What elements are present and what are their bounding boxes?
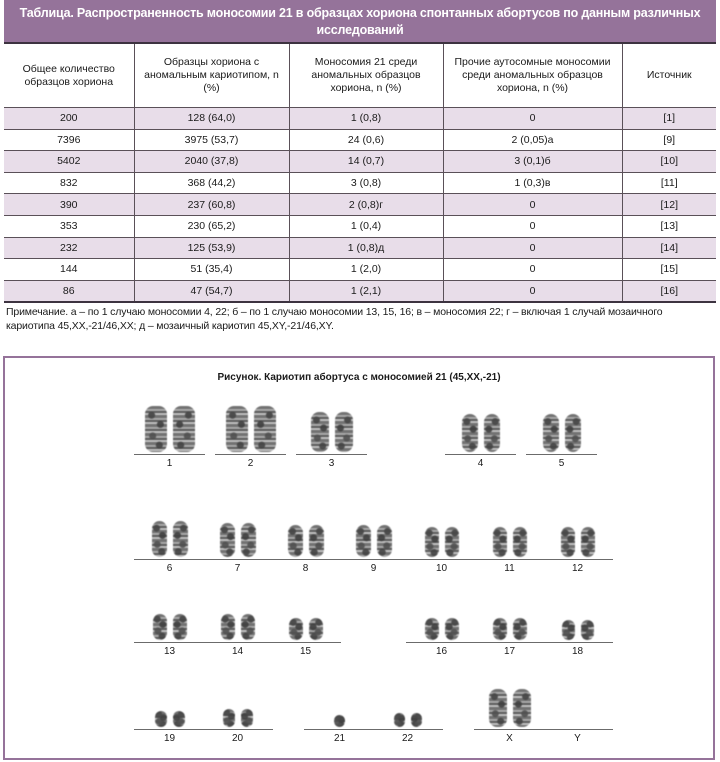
cell-other-monosomies: 1 (0,3)в [443, 172, 622, 194]
chromosome-baseline [202, 729, 273, 730]
chromosome-baseline [474, 729, 545, 730]
chromosome-label: 14 [231, 646, 244, 657]
table-row [4, 108, 716, 130]
chromosome-label: 13 [163, 646, 176, 657]
chromosome-label: 6 [166, 563, 173, 574]
chromosome-baseline [134, 642, 205, 643]
header-abnormal-karyotype: Образцы хориона с аномальным кариотипом, n (%) [134, 44, 289, 108]
chromosome-label: 7 [234, 563, 241, 574]
chromosome-images [304, 673, 375, 744]
chromosome-baseline [202, 642, 273, 643]
chromosome-images [202, 673, 273, 744]
chromosome-image [562, 620, 575, 640]
cell-source: [9] [622, 129, 716, 151]
chromosome-pair [542, 673, 613, 744]
chromosome-image [489, 689, 507, 727]
cell-total-samples: 5402 [4, 151, 134, 173]
chromosome-label: 9 [370, 563, 377, 574]
chromosome-baseline [526, 454, 597, 455]
chromosome-pair [372, 673, 443, 744]
cell-total-samples: 200 [4, 108, 134, 130]
chromosome-image [411, 713, 422, 727]
chromosome-images [542, 586, 613, 657]
chromosome-pair [134, 398, 205, 469]
chromosome-baseline [338, 559, 409, 560]
cell-source: [11] [622, 172, 716, 194]
chromosome-pair [445, 398, 516, 469]
chromosome-image [289, 618, 303, 640]
table-row [4, 129, 716, 151]
cell-abnormal-karyotype: 368 (44,2) [134, 172, 289, 194]
chromosome-image [223, 709, 235, 727]
chromosome-pair [406, 586, 477, 657]
chromosome-label: X [506, 733, 513, 744]
chromosome-image [241, 709, 253, 727]
chromosome-image [288, 525, 303, 557]
chromosome-baseline [304, 729, 375, 730]
chromosome-label: 15 [299, 646, 312, 657]
chromosome-baseline [202, 559, 273, 560]
header-monosomy-21: Моносомия 21 среди аномальных образцов хориона, n (%) [289, 44, 443, 108]
cell-source: [16] [622, 280, 716, 302]
chromosome-images [542, 673, 613, 744]
chromosome-pair [542, 586, 613, 657]
chromosome-image [145, 406, 167, 452]
cell-abnormal-karyotype: 51 (35,4) [134, 259, 289, 281]
chromosome-image [513, 527, 527, 557]
figure-title: Рисунок. Кариотип абортуса с моносомией 21 (45,ХХ,-21) [217, 372, 501, 383]
table-header-row [4, 44, 716, 108]
chromosome-baseline [296, 454, 367, 455]
chromosome-pair [202, 586, 273, 657]
cell-abnormal-karyotype: 125 (53,9) [134, 237, 289, 259]
chromosome-image [493, 527, 507, 557]
chromosome-label: 12 [571, 563, 584, 574]
header-total-samples: Общее количество образцов хориона [4, 44, 134, 108]
chromosome-pair [406, 503, 477, 574]
cell-total-samples: 7396 [4, 129, 134, 151]
chromosome-images [296, 398, 367, 469]
chromosome-image [445, 618, 459, 640]
cell-source: [10] [622, 151, 716, 173]
chromosome-pair [474, 503, 545, 574]
chromosome-image [543, 414, 559, 452]
chromosome-image [462, 414, 478, 452]
chromosome-pair [202, 503, 273, 574]
chromosome-pair [202, 673, 273, 744]
cell-abnormal-karyotype: 230 (65,2) [134, 215, 289, 237]
chromosome-images [202, 586, 273, 657]
table-row [4, 259, 716, 281]
chromosome-image [241, 523, 256, 557]
chromosome-label: 5 [558, 458, 565, 469]
chromosome-image [173, 614, 187, 640]
chromosome-images [270, 503, 341, 574]
chromosome-image [309, 618, 323, 640]
chromosome-baseline [406, 559, 477, 560]
cell-source: [14] [622, 237, 716, 259]
karyotype-figure [3, 356, 715, 760]
table-title: Таблица. Распространенность моносомии 21 в образцах хориона спонтанных абортусов по данным различных исследований [4, 0, 716, 44]
chromosome-image [513, 689, 531, 727]
cell-other-monosomies: 0 [443, 259, 622, 281]
cell-monosomy-21: 3 (0,8) [289, 172, 443, 194]
cell-source: [15] [622, 259, 716, 281]
chromosome-baseline [270, 642, 341, 643]
cell-monosomy-21: 24 (0,6) [289, 129, 443, 151]
chromosome-images [445, 398, 516, 469]
chromosome-pair [270, 586, 341, 657]
chromosome-images [474, 503, 545, 574]
chromosome-image [311, 412, 329, 452]
header-source: Источник [622, 44, 716, 108]
chromosome-pair [270, 503, 341, 574]
chromosome-pair [134, 503, 205, 574]
chromosome-images [542, 503, 613, 574]
chromosome-label: 2 [247, 458, 254, 469]
table-row [4, 151, 716, 173]
chromosome-image [155, 711, 167, 727]
chromosome-baseline [406, 642, 477, 643]
cell-total-samples: 353 [4, 215, 134, 237]
chromosome-image [425, 618, 439, 640]
chromosome-baseline [134, 559, 205, 560]
chromosome-images [406, 586, 477, 657]
chromosome-image [153, 614, 167, 640]
chromosome-image [561, 527, 575, 557]
chromosome-baseline [474, 642, 545, 643]
chromosome-pair [296, 398, 367, 469]
cell-abnormal-karyotype: 237 (60,8) [134, 194, 289, 216]
chromosome-label: 10 [435, 563, 448, 574]
cell-monosomy-21: 1 (2,0) [289, 259, 443, 281]
chromosome-image [425, 527, 439, 557]
chromosome-pair [215, 398, 286, 469]
cell-total-samples: 390 [4, 194, 134, 216]
cell-other-monosomies: 3 (0,1)б [443, 151, 622, 173]
chromosome-baseline [134, 454, 205, 455]
cell-total-samples: 86 [4, 280, 134, 302]
cell-monosomy-21: 1 (2,1) [289, 280, 443, 302]
chromosome-baseline [270, 559, 341, 560]
chromosome-images [134, 503, 205, 574]
chromosome-pair [526, 398, 597, 469]
table-row [4, 215, 716, 237]
chromosome-image [565, 414, 581, 452]
chromosome-images [474, 586, 545, 657]
chromosome-image [334, 715, 345, 727]
cell-other-monosomies: 0 [443, 108, 622, 130]
chromosome-baseline [542, 642, 613, 643]
chromosome-label: 1 [166, 458, 173, 469]
cell-monosomy-21: 1 (0,8)д [289, 237, 443, 259]
table-note: Примечание. а – по 1 случаю моносомии 4, 22; б – по 1 случаю моносомии 13, 15, 16; в – моносомия 22; г – включая 1 случай мозаичного кариотипа 45,ХХ,-21/46,ХХ; д – мозаичный кариотип 45,ХY,-21/46,ХY. [6, 306, 663, 332]
cell-abnormal-karyotype: 47 (54,7) [134, 280, 289, 302]
chromosome-pair [338, 503, 409, 574]
cell-monosomy-21: 1 (0,8) [289, 108, 443, 130]
chromosome-images [338, 503, 409, 574]
chromosome-image [356, 525, 371, 557]
table-row [4, 172, 716, 194]
table-row [4, 194, 716, 216]
chromosome-pair [474, 586, 545, 657]
cell-monosomy-21: 1 (0,4) [289, 215, 443, 237]
chromosome-images [474, 673, 545, 744]
chromosome-images [270, 586, 341, 657]
chromosome-images [406, 503, 477, 574]
cell-source: [1] [622, 108, 716, 130]
cell-total-samples: 832 [4, 172, 134, 194]
chromosome-baseline [542, 559, 613, 560]
cell-total-samples: 144 [4, 259, 134, 281]
cell-source: [13] [622, 215, 716, 237]
header-other-monosomies: Прочие аутосомные моносомии среди аномальных образцов хориона, n (%) [443, 44, 622, 108]
chromosome-image [220, 523, 235, 557]
chromosome-pair [134, 586, 205, 657]
chromosome-image [445, 527, 459, 557]
chromosome-image [394, 713, 405, 727]
chromosome-image [377, 525, 392, 557]
chromosome-pair [134, 673, 205, 744]
cell-other-monosomies: 0 [443, 237, 622, 259]
chromosome-image [309, 525, 324, 557]
chromosome-label: 21 [333, 733, 346, 744]
cell-monosomy-21: 2 (0,8)г [289, 194, 443, 216]
chromosome-label: 18 [571, 646, 584, 657]
monosomy-table [4, 44, 716, 303]
chromosome-label: 19 [163, 733, 176, 744]
chromosome-image [493, 618, 507, 640]
chromosome-images [134, 673, 205, 744]
chromosome-label: 17 [503, 646, 516, 657]
chromosome-label: 4 [477, 458, 484, 469]
chromosome-image [513, 618, 527, 640]
table-row [4, 237, 716, 259]
chromosome-images [134, 586, 205, 657]
chromosome-image [152, 521, 167, 557]
cell-other-monosomies: 0 [443, 280, 622, 302]
cell-source: [12] [622, 194, 716, 216]
cell-monosomy-21: 14 (0,7) [289, 151, 443, 173]
table-row [4, 280, 716, 302]
chromosome-label: 20 [231, 733, 244, 744]
chromosome-baseline [474, 559, 545, 560]
chromosome-image [173, 406, 195, 452]
cell-other-monosomies: 2 (0,05)а [443, 129, 622, 151]
chromosome-image [581, 527, 595, 557]
chromosome-label: 8 [302, 563, 309, 574]
chromosome-baseline [372, 729, 443, 730]
cell-other-monosomies: 0 [443, 215, 622, 237]
chromosome-pair [304, 673, 375, 744]
chromosome-baseline [134, 729, 205, 730]
cell-total-samples: 232 [4, 237, 134, 259]
chromosome-baseline [445, 454, 516, 455]
chromosome-image [173, 521, 188, 557]
chromosome-image [335, 412, 353, 452]
chromosome-images [372, 673, 443, 744]
chromosome-image [241, 614, 255, 640]
chromosome-image [173, 711, 185, 727]
cell-abnormal-karyotype: 2040 (37,8) [134, 151, 289, 173]
chromosome-pair [542, 503, 613, 574]
chromosome-label: 3 [328, 458, 335, 469]
chromosome-label: Y [574, 733, 581, 744]
chromosome-baseline [542, 729, 613, 730]
chromosome-image [221, 614, 235, 640]
chromosome-image [254, 406, 276, 452]
chromosome-images [134, 398, 205, 469]
chromosome-images [526, 398, 597, 469]
cell-abnormal-karyotype: 128 (64,0) [134, 108, 289, 130]
cell-abnormal-karyotype: 3975 (53,7) [134, 129, 289, 151]
chromosome-label: 11 [504, 563, 515, 574]
chromosome-images [202, 503, 273, 574]
chromosome-image [484, 414, 500, 452]
chromosome-image [226, 406, 248, 452]
chromosome-baseline [215, 454, 286, 455]
chromosome-images [215, 398, 286, 469]
chromosome-image [581, 620, 594, 640]
chromosome-label: 16 [435, 646, 448, 657]
cell-other-monosomies: 0 [443, 194, 622, 216]
chromosome-label: 22 [401, 733, 414, 744]
chromosome-pair [474, 673, 545, 744]
